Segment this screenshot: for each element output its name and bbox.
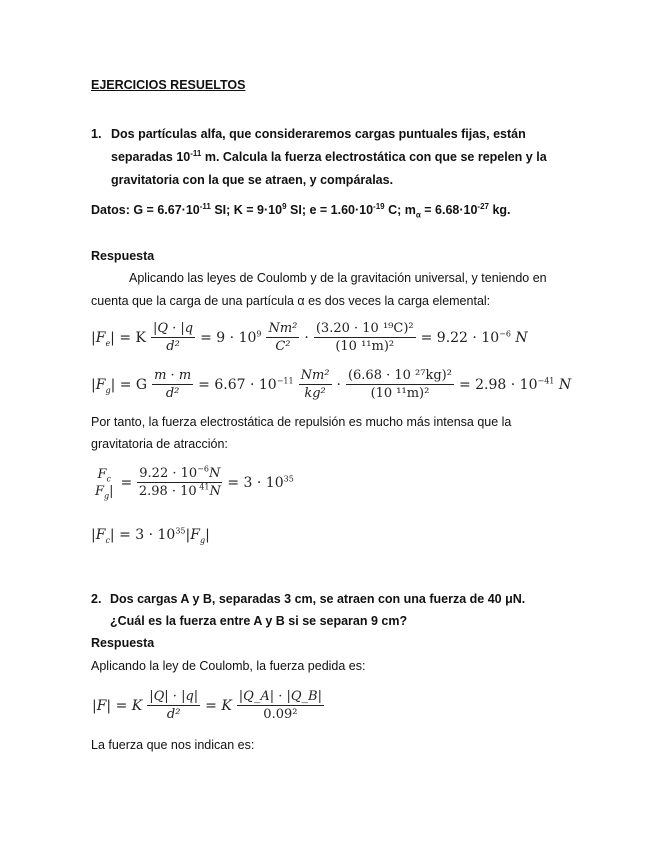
exercise-1-respuesta-heading: Respuesta [91, 249, 155, 263]
exercise-1-line-1: Dos partículas alfa, que consideraremos cargas puntuales fijas, están [111, 127, 526, 141]
equation-force-relation: $|F_c| = 3 \cdot 10^{35}|F_g|$ [91, 526, 210, 545]
exercise-2-text-2: La fuerza que nos indican es: [91, 738, 255, 752]
exercise-2-respuesta-heading: Respuesta [91, 636, 155, 650]
equation-force-ratio: $F_c$ $F_g|$ = $\frac{9.22 \cdot 10^{-6}N}{2.98 \cdot 10 ^{41}N}$ = $3 \cdot 10^{35}$ [95, 464, 294, 501]
exercise-1-text-1: Aplicando las leyes de Coulomb y de la gravitación universal, y teniendo en [129, 271, 547, 285]
exercise-1-text-3: Por tanto, la fuerza electrostática de repulsión es mucho más intensa que la [91, 415, 512, 429]
exercise-1-number: 1. [91, 127, 102, 141]
exercise-1-line-3: gravitatoria con la que se atraen, y compáralas. [111, 173, 394, 187]
exercise-1-datos: Datos: $G = 6.67\cdot 10^{-11}$ SI; $K = 9\cdot 10^9$ SI; $e = 1.60\cdot 10^{-19}$ C; $m_\alpha = 6.68\cdot 10^{-27}$ kg. [91, 201, 511, 220]
exercise-2-line-2: ¿Cuál es la fuerza entre A y B si se separan 9 cm? [110, 614, 408, 628]
exercise-1-text-2: cuenta que la carga de una partícula α es dos veces la carga elemental: [91, 294, 491, 308]
page-title: EJERCICIOS RESUELTOS [91, 78, 246, 92]
exercise-2-number: 2. [91, 592, 102, 606]
exercise-1-text-4: gravitatoria de atracción: [91, 437, 228, 451]
equation-electrostatic-force: $|F_e| = K$ $\frac{|Q \cdot |q}{\text{d²}}$ = $9 \cdot 10^9$ $\frac{\text{Nm²}}{\text{C²}}$ · $\frac{\text{(3.20 · 10 ¹⁹C)²}}{\text{(10 ¹¹m)²}}$ = $9.22 \cdot 10^{-6}$ N [91, 321, 528, 354]
exercise-2-line-1: Dos cargas A y B, separadas 3 cm, se atraen con una fuerza de 40 μN. [110, 592, 526, 606]
exercise-2-text-1: Aplicando la ley de Coulomb, la fuerza pedida es: [91, 659, 366, 673]
equation-gravitational-force: $|F_g| = G$ $\frac{m \cdot m}{\text{d²}}$ = $6.67 \cdot 10^{-11}$ $\frac{\text{Nm²}}{\text{kg²}}$ · $\frac{\text{(6.68 · 10 ²⁷kg)²}}{\text{(10 ¹¹m)²}}$ = $2.98 \cdot 10^{-41}$ N [91, 368, 572, 401]
exercise-1-line-2: separadas $10^{-11}$ m. Calcula la fuerza electrostática con que se repelen y la [111, 148, 547, 164]
equation-coulomb-law: |F| = K $\frac{|Q| \cdot |q|}{\text{d²}}$ = K $\frac{|Q\_A| \cdot |Q\_B|}{\text{0.09²}}$ [92, 689, 322, 722]
